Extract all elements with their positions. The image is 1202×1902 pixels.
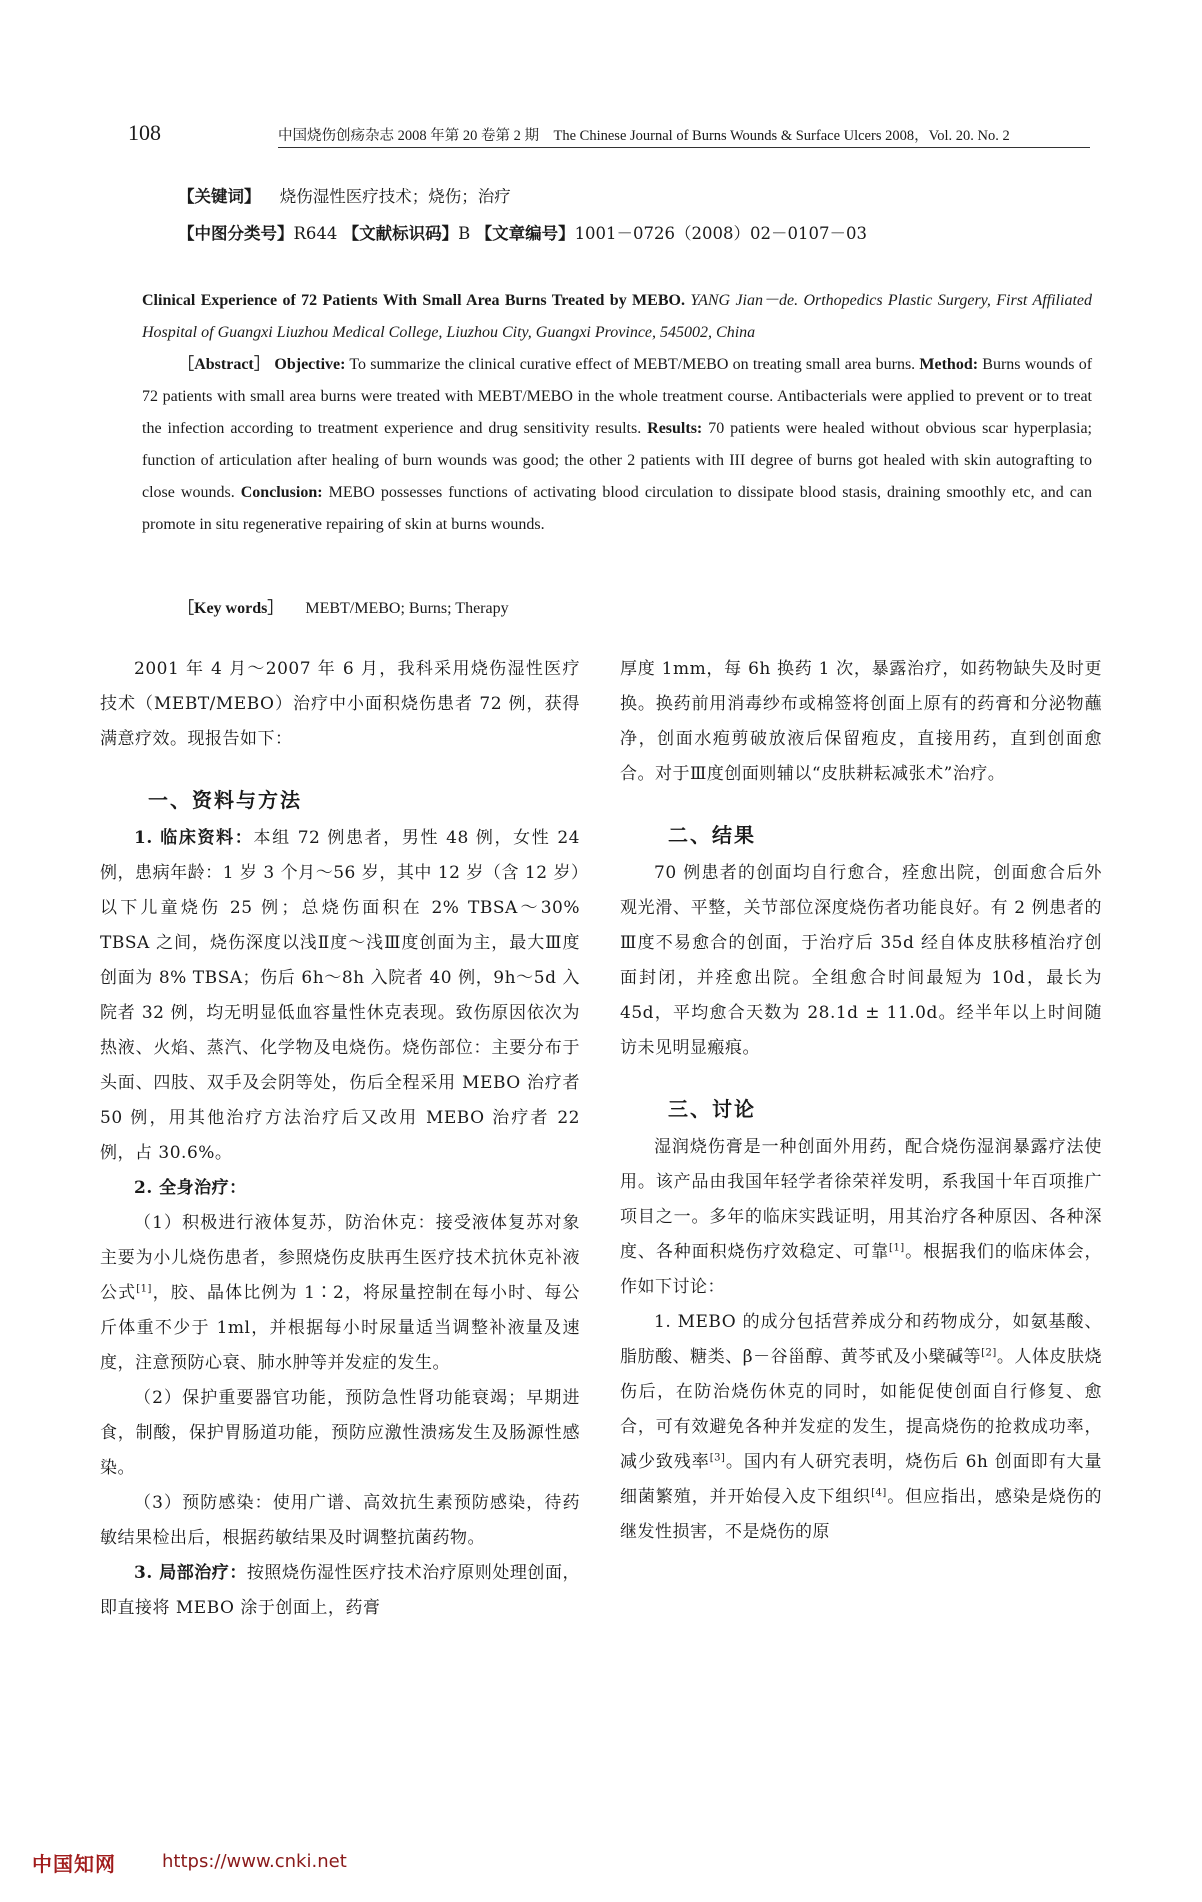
running-head: 中国烧伤创疡杂志 2008 年第 20 卷第 2 期 The Chinese Journal of Burns Wounds & Surface Ulcers 2008，Vol. 20. No. 2 [278, 128, 1010, 144]
en-keywords-label: ［Key words］ [178, 600, 284, 617]
ref-2: [2] [981, 1347, 997, 1359]
header-rule [278, 147, 1090, 148]
systemic-label-paragraph [100, 1171, 580, 1206]
cn-classification [178, 220, 867, 244]
article-no-label: 【文章编号】 [475, 224, 575, 243]
en-keywords-text: MEBT/MEBO; Burns; Therapy [305, 600, 509, 617]
systemic-item-2: （2）保护重要器官功能，预防急性肾功能衰竭；早期进食，制酸，保护胃肠道功能，预防应激性溃疡发生及肠源性感染。 [100, 1388, 580, 1478]
cnki-logo: 中国知网 [32, 1852, 116, 1876]
right-column [620, 652, 1102, 1550]
results-text: 70 patients were healed without obvious scar hyperplasia; function of articulation after healing of burn wounds was good; the other 2 patients with III degree of burns got healed with skin autografting to close wounds. [142, 420, 1092, 501]
discussion-paragraph-1: 湿润烧伤膏是一种创面外用药，配合烧伤湿润暴露疗法使用。该产品由我国年轻学者徐荣祥发明，系我国十年百项推广项目之一。多年的临床实践证明，用其治疗各种原因、各种深度、各种面积烧伤疗效稳定、可靠[1]。根据我们的临床体会，作如下讨论： [620, 1137, 1103, 1297]
left-column [100, 652, 580, 1626]
section-2-title: 二、结果 [668, 823, 756, 847]
local-treatment-label: 3. 局部治疗： [134, 1563, 247, 1583]
results-paragraph: 70 例患者的创面均自行愈合，痊愈出院，创面愈合后外观光滑、平整，关节部位深度烧伤者功能良好。有 2 例患者的Ⅲ度不易愈合的创面，于治疗后 35d 经自体皮肤移植治疗创面封闭，并痊愈出院。全组愈合时间最短为 10d，最长为 45d，平均愈合天数为 28.1d ± 11.0d。经半年以上时间随访未见明显瘢痕。 [620, 863, 1102, 1058]
method-label: Method: [919, 356, 979, 373]
ref-3: [3] [709, 1452, 726, 1464]
clinical-data-paragraph [100, 821, 580, 1171]
doc-code-label: 【文献标识码】 [342, 224, 459, 243]
intro-paragraph: 2001 年 4 月～2007 年 6 月，我科采用烧伤湿性医疗技术（MEBT/MEBO）治疗中小面积烧伤患者 72 例，获得满意疗效。现报告如下： [100, 659, 580, 749]
conclusion-label: Conclusion: [240, 484, 323, 501]
abstract-label: ［Abstract］ [178, 356, 271, 373]
clinical-data-text: 本组 72 例患者，男性 48 例，女性 24 例，患病年龄：1 岁 3 个月～56 岁，其中 12 岁（含 12 岁）以下儿童烧伤 25 例；总烧伤面积在 2% TBSA～30% TBSA 之间，烧伤深度以浅Ⅱ度～浅Ⅲ度创面为主，最大Ⅲ度创面为 8% TBSA；伤后 6h～8h 入院者 40 例，9h～5d 入院者 32 例，均无明显低血容量性休克表现。致伤原因依次为热液、火焰、蒸汽、化学物及电烧伤。烧伤部位：主要分布于头面、四肢、双手及会阴等处，伤后全程采用 MEBO 治疗者 50 例，用其他治疗方法治疗后又改用 MEBO 治疗者 22 例，占 30.6%。 [100, 828, 580, 1163]
systemic-item-3: （3）预防感染：使用广谱、高效抗生素预防感染，待药敏结果检出后，根据药敏结果及时调整抗菌药物。 [100, 1493, 580, 1548]
results-label: Results: [647, 420, 703, 437]
classification-label: 【中图分类号】 [178, 224, 294, 243]
systemic-label: 2. 全身治疗： [134, 1178, 247, 1198]
method-text: Burns wounds of 72 patients with small area burns were treated with MEBT/MEBO in the whole treatment course. Antibacterials were applied to prevent or to treat the infection according to treatment experience and drug sensitivity results. [142, 356, 1093, 437]
cn-keywords-label: 【关键词】 [178, 187, 261, 206]
section-1-title: 一、资料与方法 [148, 788, 302, 812]
en-title: Clinical Experience of 72 Patients With Small Area Burns Treated by MEBO. [142, 292, 685, 309]
local-treatment-paragraph: 3. 局部治疗：按照烧伤湿性医疗技术治疗原则处理创面，即直接将 MEBO 涂于创面上，药膏 [100, 1563, 580, 1618]
classification-value: R644 [293, 224, 338, 243]
clinical-data-label: 1. 临床资料： [134, 828, 254, 848]
cn-keywords [178, 183, 511, 207]
english-abstract [142, 285, 1092, 541]
discussion-paragraph-2: 1. MEBO 的成分包括营养成分和药物成分，如氨基酸、脂肪酸、糖类、β－谷甾醇、黄芩甙及小檗碱等[2]。人体皮肤烧伤后，在防治烧伤休克的同时，如能促使创面自行修复、愈合，可有效避免各种并发症的发生，提高烧伤的抢救成功率，减少致残率[3]。国内有人研究表明，烧伤后 6h 创面即有大量细菌繁殖，并开始侵入皮下组织[4]。但应指出，感染是烧伤的继发性损害，不是烧伤的原 [620, 1312, 1103, 1542]
objective-text: To summarize the clinical curative effect of MEBT/MEBO on treating small area burns. [349, 356, 916, 373]
objective-label: Objective: [274, 356, 346, 373]
cn-keywords-text: 烧伤湿性医疗技术；烧伤；治疗 [279, 187, 511, 206]
en-author-affiliation: YANG Jian－de. Orthopedics Plastic Surgery, First Affiliated Hospital of Guangxi Liuzhou Medical College, Liuzhou City, Guangxi Province, 545002, China [142, 292, 1092, 341]
local-treatment-continued: 厚度 1mm，每 6h 换药 1 次，暴露治疗，如药物缺失及时更换。换药前用消毒纱布或棉签将创面上原有的药膏和分泌物蘸净，创面水疱剪破放液后保留疱皮，直接用药，直到创面愈合。对于Ⅲ度创面则辅以“皮肤耕耘减张术”治疗。 [620, 659, 1102, 784]
ref-1b: [1] [889, 1242, 905, 1254]
en-keywords [178, 595, 509, 618]
article-no-value: 1001－0726（2008）02－0107－03 [574, 224, 868, 243]
page-number: 108 [128, 120, 161, 145]
doc-code-value: B [458, 224, 471, 243]
conclusion-text: MEBO possesses functions of activating blood circulation to dissipate blood stasis, draining smoothly etc, and can promote in situ regenerative repairing of skin at burns wounds. [142, 484, 1093, 533]
ref-1: [1] [136, 1283, 152, 1295]
ref-4: [4] [871, 1487, 887, 1499]
cnki-url[interactable]: https://www.cnki.net [162, 1851, 347, 1872]
systemic-item-1: （1）积极进行液体复苏，防治休克：接受液体复苏对象主要为小儿烧伤患者，参照烧伤皮肤再生医疗技术抗休克补液公式[1]，胶、晶体比例为 1∶2，将尿量控制在每小时、每公斤体重不少于 1ml，并根据每小时尿量适当调整补液量及速度，注意预防心衰、肺水肿等并发症的发生。 [100, 1213, 580, 1373]
section-3-title: 三、讨论 [668, 1097, 756, 1121]
